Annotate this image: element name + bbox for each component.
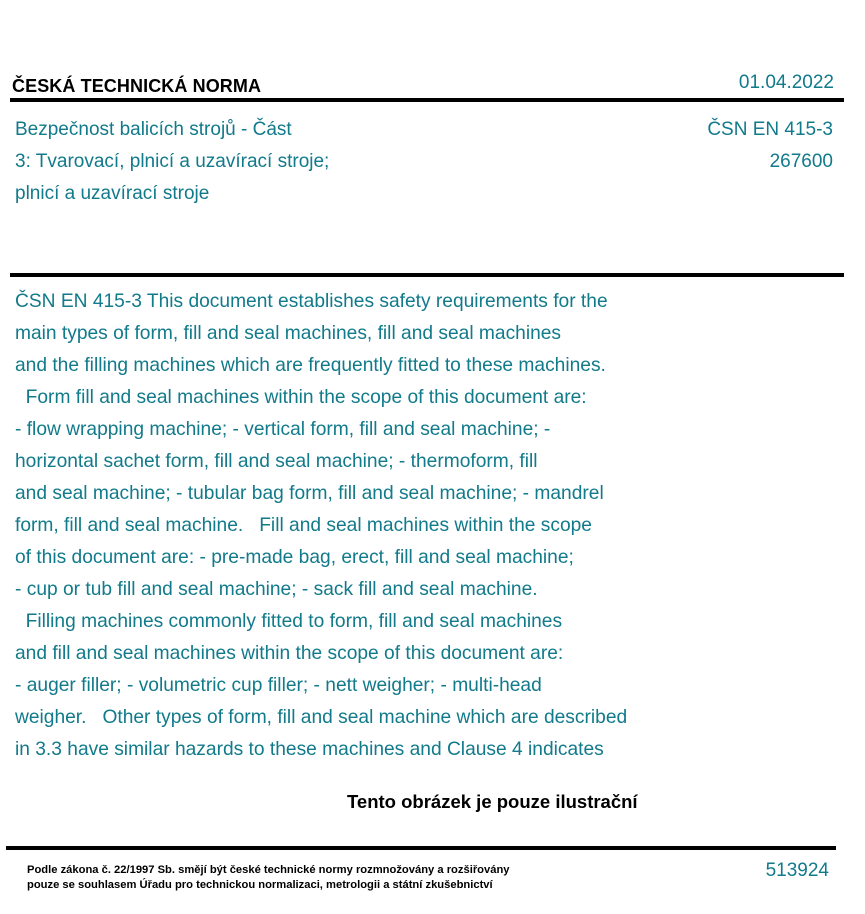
abstract-line: - flow wrapping machine; - vertical form, fill and seal machine; -	[15, 419, 551, 440]
abstract-line: horizontal sachet form, fill and seal machine; - thermoform, fill	[15, 451, 538, 472]
footer-number: 513924	[765, 860, 829, 881]
footer-legal-line: pouze se souhlasem Úřadu pro technickou normalizaci, metrologii a státní zkušebnictví	[27, 879, 493, 891]
standard-codes	[707, 114, 833, 178]
standard-title-line: Bezpečnost balicích strojů - Část	[15, 119, 292, 140]
header-rule	[10, 98, 844, 102]
abstract-line: Filling machines commonly fitted to form, fill and seal machines	[15, 611, 563, 632]
header-title: ČESKÁ TECHNICKÁ NORMA	[12, 76, 262, 96]
abstract-line: main types of form, fill and seal machines, fill and seal machines	[15, 323, 562, 344]
footer-legal	[27, 863, 510, 893]
footer-rule	[6, 846, 836, 850]
abstract-rule	[10, 273, 844, 277]
standard-code: ČSN EN 415-3	[707, 119, 833, 140]
abstract-text	[15, 286, 715, 766]
standard-class-number: 267600	[769, 151, 833, 172]
abstract-line: form, fill and seal machine. Fill and seal machines within the scope	[15, 515, 592, 536]
standard-title-line: 3: Tvarovací, plnicí a uzavírací stroje;	[15, 151, 330, 172]
abstract-line: and seal machine; - tubular bag form, fill and seal machine; - mandrel	[15, 483, 604, 504]
abstract-line: and the filling machines which are frequently fitted to these machines.	[15, 355, 606, 376]
abstract-line: - cup or tub fill and seal machine; - sack fill and seal machine.	[15, 579, 538, 600]
abstract-line: in 3.3 have similar hazards to these machines and Clause 4 indicates	[15, 739, 604, 760]
abstract-line: weigher. Other types of form, fill and seal machine which are described	[15, 707, 628, 728]
illustration-note: Tento obrázek je pouze ilustrační	[347, 791, 638, 812]
header-date: 01.04.2022	[738, 72, 834, 93]
abstract-line: ČSN EN 415-3 This document establishes safety requirements for the	[15, 291, 608, 312]
standard-title	[15, 114, 415, 210]
abstract-line: and fill and seal machines within the scope of this document are:	[15, 643, 564, 664]
abstract-line: of this document are: - pre-made bag, erect, fill and seal machine;	[15, 547, 574, 568]
footer-legal-line: Podle zákona č. 22/1997 Sb. smějí být české technické normy rozmnožovány a rozšiřovány	[27, 864, 510, 876]
abstract-line: Form fill and seal machines within the scope of this document are:	[15, 387, 587, 408]
standard-title-line: plnicí a uzavírací stroje	[15, 183, 210, 204]
abstract-line: - auger filler; - volumetric cup filler; - nett weigher; - multi-head	[15, 675, 542, 696]
